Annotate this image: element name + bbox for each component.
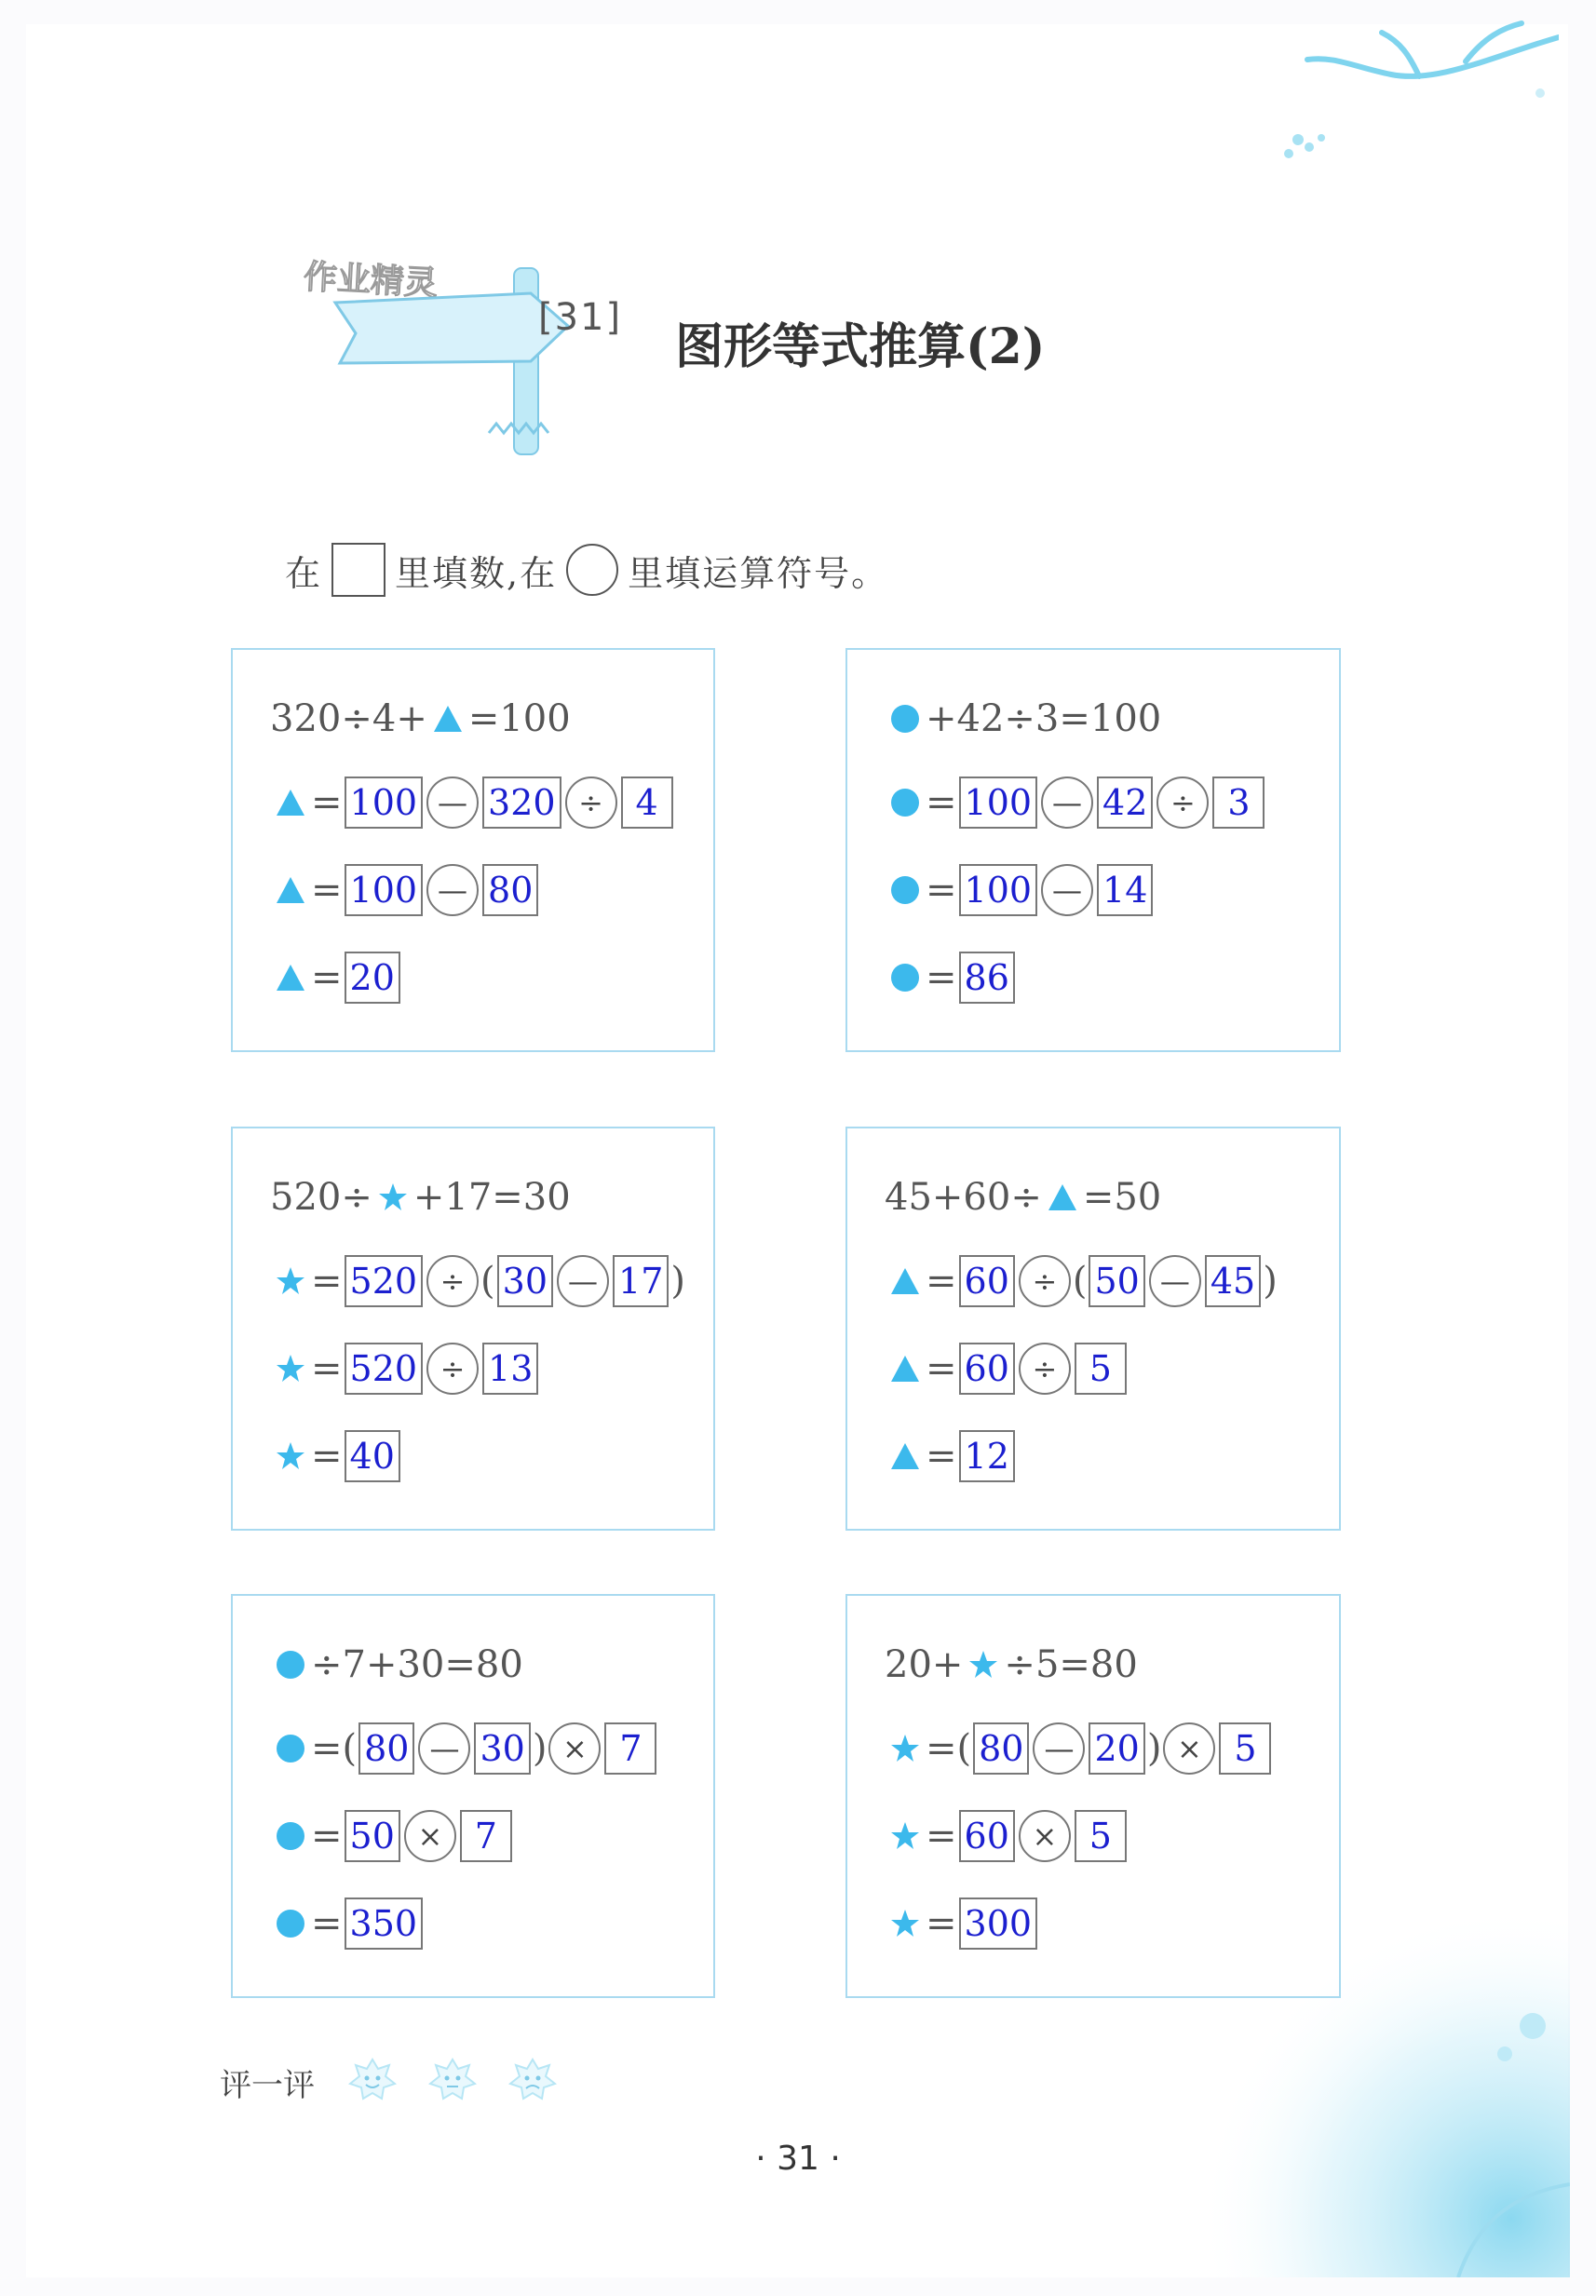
operator-circle[interactable]: × — [1163, 1722, 1215, 1775]
answer-box[interactable]: 100 — [959, 864, 1038, 916]
expression-text: =100 — [467, 697, 571, 740]
expression-text: ( — [1072, 1260, 1088, 1303]
step-1 — [270, 1721, 658, 1776]
equation — [270, 1169, 571, 1225]
expression-text: = — [311, 956, 343, 999]
step-1 — [885, 775, 1266, 831]
expression-text: ) — [532, 1727, 548, 1770]
operator-circle[interactable]: ÷ — [426, 1343, 479, 1395]
triangle-icon — [274, 961, 307, 994]
operator-circle[interactable]: × — [1019, 1810, 1071, 1862]
circle-icon — [274, 1819, 307, 1853]
problem-card-3 — [231, 1127, 715, 1531]
circle-icon — [888, 873, 922, 907]
expression-text: = — [311, 869, 343, 912]
step-1 — [885, 1253, 1278, 1309]
operator-circle[interactable]: — — [426, 777, 479, 829]
equation — [270, 691, 571, 747]
operator-circle[interactable]: — — [1041, 864, 1093, 916]
expression-text: ÷7+30=80 — [311, 1643, 523, 1686]
neutral-face-icon[interactable] — [426, 2056, 479, 2104]
instruction — [285, 542, 888, 598]
answer-box[interactable]: 17 — [613, 1255, 669, 1307]
expression-text: = — [311, 1347, 343, 1390]
expression-text: 20+ — [885, 1643, 964, 1686]
expression-text: ) — [670, 1260, 685, 1303]
triangle-icon — [888, 1264, 922, 1298]
circle-icon — [888, 786, 922, 819]
star-icon — [888, 1907, 922, 1940]
step-3 — [270, 950, 402, 1006]
expression-text: = — [926, 1347, 957, 1390]
answer-box[interactable]: 86 — [959, 952, 1015, 1004]
answer-box[interactable]: 20 — [345, 952, 400, 1004]
equation — [885, 1637, 1138, 1693]
answer-box[interactable]: 520 — [345, 1255, 424, 1307]
expression-text: = — [926, 869, 957, 912]
expression-text: = — [926, 1902, 957, 1945]
circle-icon — [888, 702, 922, 736]
circle-icon — [274, 1732, 307, 1765]
expression-text: ) — [1263, 1260, 1278, 1303]
operator-circle[interactable]: ÷ — [1019, 1255, 1071, 1307]
answer-box[interactable]: 4 — [621, 777, 673, 829]
circle-icon — [274, 1648, 307, 1681]
star-icon — [888, 1819, 922, 1853]
instruction-text-3: 里填运算符号。 — [628, 552, 889, 594]
answer-box[interactable]: 30 — [474, 1722, 530, 1775]
answer-box[interactable]: 5 — [1075, 1343, 1127, 1395]
operator-circle[interactable]: — — [1149, 1255, 1201, 1307]
equation — [885, 691, 1161, 747]
answer-box[interactable]: 40 — [345, 1430, 400, 1482]
page-title: 图形等式推算(2) — [675, 318, 1046, 375]
operator-circle[interactable]: × — [404, 1810, 456, 1862]
operator-circle[interactable]: ÷ — [565, 777, 617, 829]
answer-box[interactable]: 60 — [959, 1255, 1015, 1307]
step-2 — [270, 862, 540, 918]
step-1 — [885, 1721, 1273, 1776]
answer-box[interactable]: 320 — [482, 777, 561, 829]
rating-label: 评一评 — [220, 2067, 315, 2104]
operator-circle[interactable]: ÷ — [1019, 1343, 1071, 1395]
answer-box[interactable]: 3 — [1212, 777, 1265, 829]
circle-icon — [274, 1907, 307, 1940]
triangle-icon — [274, 786, 307, 819]
problem-card-6 — [845, 1594, 1341, 1998]
problem-card-1 — [231, 648, 715, 1052]
star-icon — [967, 1648, 1000, 1681]
answer-box[interactable]: 80 — [358, 1722, 414, 1775]
answer-box[interactable]: 7 — [460, 1810, 512, 1862]
answer-box[interactable]: 300 — [959, 1898, 1038, 1950]
triangle-icon — [1046, 1181, 1079, 1214]
circle-icon — [888, 961, 922, 994]
answer-box[interactable]: 100 — [345, 777, 424, 829]
triangle-icon — [274, 873, 307, 907]
expression-text: ( — [480, 1260, 495, 1303]
expression-text: = — [311, 781, 343, 824]
answer-box[interactable]: 80 — [973, 1722, 1029, 1775]
problem-card-2 — [845, 648, 1341, 1052]
star-icon — [274, 1264, 307, 1298]
triangle-icon — [431, 702, 465, 736]
answer-box[interactable]: 50 — [345, 1810, 400, 1862]
answer-box[interactable]: 100 — [959, 777, 1038, 829]
answer-box[interactable]: 42 — [1097, 777, 1153, 829]
answer-box[interactable]: 20 — [1089, 1722, 1144, 1775]
operator-circle[interactable]: — — [418, 1722, 470, 1775]
expression-text: = — [926, 956, 957, 999]
answer-box[interactable]: 30 — [497, 1255, 553, 1307]
answer-box[interactable]: 60 — [959, 1343, 1015, 1395]
operator-circle[interactable]: ÷ — [1156, 777, 1209, 829]
expression-text: 320÷4+ — [270, 697, 427, 740]
star-icon — [376, 1181, 410, 1214]
star-icon — [274, 1439, 307, 1473]
expression-text: = — [311, 1260, 343, 1303]
page-number: · 31 · — [755, 2140, 841, 2178]
equation — [885, 1169, 1161, 1225]
equation — [270, 1637, 523, 1693]
triangle-icon — [888, 1439, 922, 1473]
expression-text: = — [926, 781, 957, 824]
answer-box[interactable]: 100 — [345, 864, 424, 916]
lesson-number: [31] — [538, 296, 623, 339]
answer-box[interactable]: 5 — [1219, 1722, 1271, 1775]
answer-box[interactable]: 60 — [959, 1810, 1015, 1862]
expression-text: 520÷ — [270, 1176, 372, 1219]
answer-box[interactable]: 12 — [959, 1430, 1015, 1482]
sad-face-icon[interactable] — [507, 2056, 559, 2104]
expression-text: =( — [311, 1727, 358, 1770]
answer-box[interactable]: 350 — [345, 1898, 424, 1950]
answer-box[interactable]: 7 — [604, 1722, 656, 1775]
instruction-text-2: 里填数,在 — [395, 552, 558, 594]
expression-text: =50 — [1082, 1176, 1162, 1219]
step-2 — [885, 1808, 1129, 1864]
operator-circle[interactable]: — — [557, 1255, 609, 1307]
expression-text: +17=30 — [413, 1176, 571, 1219]
expression-text: ÷5=80 — [1004, 1643, 1138, 1686]
step-3 — [885, 950, 1017, 1006]
problem-card-5 — [231, 1594, 715, 1998]
branch-decoration — [1186, 19, 1559, 168]
expression-text: = — [311, 1815, 343, 1857]
answer-box[interactable]: 80 — [482, 864, 538, 916]
operator-circle[interactable]: — — [426, 864, 479, 916]
instruction-text-1: 在 — [285, 552, 323, 594]
answer-box[interactable]: 13 — [482, 1343, 538, 1395]
answer-box[interactable]: 50 — [1089, 1255, 1144, 1307]
expression-text: ) — [1146, 1727, 1162, 1770]
step-3 — [885, 1428, 1017, 1484]
problem-card-4 — [845, 1127, 1341, 1531]
step-2 — [270, 1808, 514, 1864]
expression-text: = — [926, 1815, 957, 1857]
operator-circle[interactable]: — — [1041, 777, 1093, 829]
expression-text: = — [926, 1260, 957, 1303]
answer-box[interactable]: 5 — [1075, 1810, 1127, 1862]
step-2 — [885, 862, 1155, 918]
step-3 — [885, 1896, 1039, 1952]
answer-box[interactable]: 520 — [345, 1343, 424, 1395]
answer-box[interactable]: 14 — [1097, 864, 1153, 916]
circle-box-icon — [566, 544, 618, 596]
expression-text: = — [926, 1435, 957, 1478]
operator-circle[interactable]: × — [548, 1722, 601, 1775]
step-2 — [270, 1341, 540, 1397]
step-1 — [270, 775, 675, 831]
answer-box[interactable]: 45 — [1205, 1255, 1261, 1307]
step-2 — [885, 1341, 1129, 1397]
step-3 — [270, 1896, 425, 1952]
expression-text: = — [311, 1902, 343, 1945]
square-box-icon — [331, 543, 385, 597]
expression-text: 45+60÷ — [885, 1176, 1042, 1219]
star-icon — [888, 1732, 922, 1765]
step-1 — [270, 1253, 685, 1309]
expression-text: +42÷3=100 — [926, 697, 1162, 740]
smile-face-icon[interactable] — [346, 2056, 399, 2104]
step-3 — [270, 1428, 402, 1484]
expression-text: =( — [926, 1727, 972, 1770]
rating-faces — [346, 2056, 559, 2104]
operator-circle[interactable]: ÷ — [426, 1255, 479, 1307]
triangle-icon — [888, 1352, 922, 1385]
operator-circle[interactable]: — — [1033, 1722, 1085, 1775]
expression-text: = — [311, 1435, 343, 1478]
star-icon — [274, 1352, 307, 1385]
signpost-logo — [298, 251, 633, 466]
svg-text:作业精灵: 作业精灵 — [302, 258, 439, 304]
